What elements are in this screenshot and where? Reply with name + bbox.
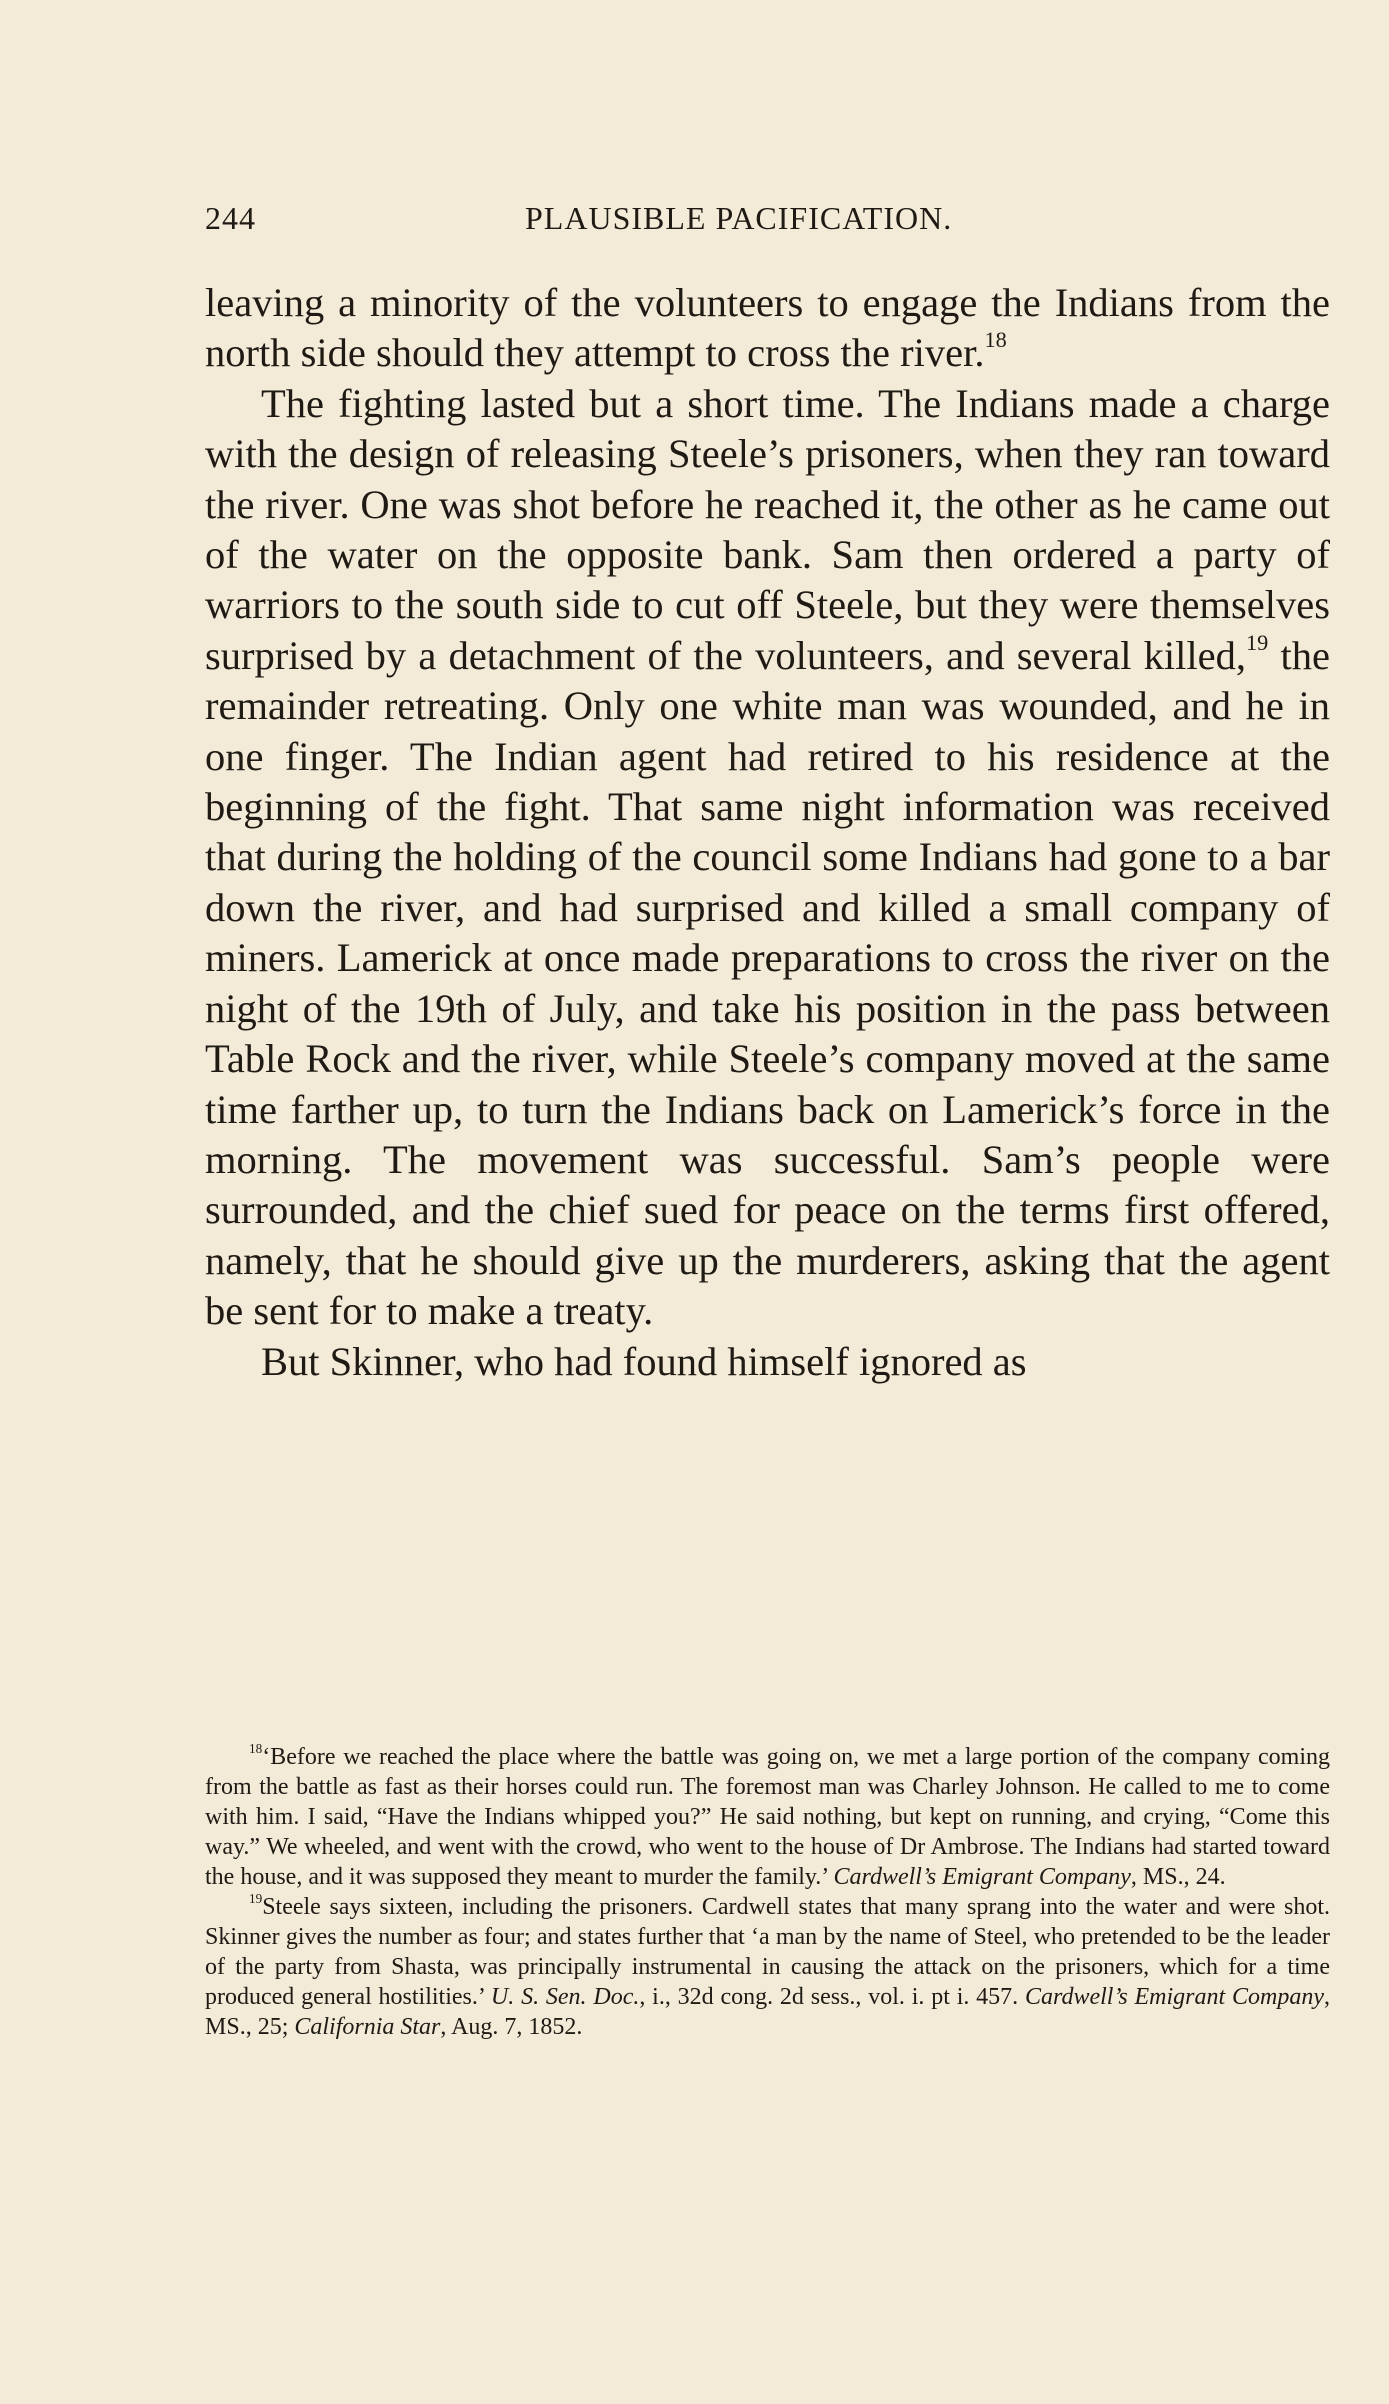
footnotes bbox=[205, 1742, 1330, 2042]
footnote-19-cite1-title: U. S. Sen. Doc. bbox=[490, 1984, 640, 2010]
paragraph-2-text-b: the remainder retreating. Only one white man was wounded, and he in one finger. The Indian agent had retired to his residence at the beginning of the fight. That same night information was received that during the holding of the council some Indians had gone to a bar down the river, and had surprised and killed a small company of miners. Lamerick at once made preparations to cross the river on the night of the 19th of July, and take his position in the pass between Table Rock and the river, while Steele’s company moved at the same time farther up, to turn the Indians back on Lamerick’s force in the morning. The movement was successful. Sam’s people were surrounded, and the chief sued for peace on the terms first offered, namely, that he should give up the murderers, asking that the agent be sent for to make a treaty. bbox=[205, 632, 1330, 1334]
running-title: PLAUSIBLE PACIFICATION. bbox=[525, 200, 953, 236]
footnote-ref-19: 19 bbox=[1246, 629, 1269, 655]
footnote-18 bbox=[205, 1742, 1330, 1892]
footnote-19 bbox=[205, 1892, 1330, 2042]
footnote-marker-18: 18 bbox=[249, 1740, 263, 1756]
footnote-19-cite3-title: California Star bbox=[294, 2014, 441, 2040]
footnote-18-source-title: Cardwell’s Emigrant Company bbox=[833, 1864, 1131, 1890]
paragraph-3: But Skinner, who had found himself ignored as bbox=[261, 1338, 1027, 1384]
footnote-19-cite1-rest: , i., 32d cong. 2d sess., vol. i. pt i. 457. bbox=[639, 1984, 1025, 2010]
footnote-ref-18: 18 bbox=[984, 327, 1007, 353]
footnote-18-text: ‘Before we reached the place where the battle was going on, we met a large portion of the company coming from the battle as fast as their horses could run. The foremost man was Charley Johnson. He called to me to come with him. I said, “Have the Indians whipped you?” He said nothing, but kept on running, and crying, “Come this way.” We wheeled, and went with the crowd, who went to the house of Dr Ambrose. The Indians had started toward the house, and it was supposed they meant to murder the family.’ bbox=[205, 1744, 1330, 1890]
paragraph-1 bbox=[205, 278, 1330, 379]
page-number: 244 bbox=[205, 200, 256, 236]
footnote-19-cite3-rest: , Aug. 7, 1852. bbox=[440, 2014, 583, 2040]
footnote-18-source-rest: , MS., 24. bbox=[1130, 1864, 1226, 1890]
paragraph-2 bbox=[205, 379, 1330, 1337]
footnote-19-cite2-title: Cardwell’s Emigrant Company bbox=[1025, 1984, 1324, 2010]
footnote-19-text: Steele says sixteen, including the prisoners. Cardwell states that many sprang into the water and were shot. Skinner gives the number as four; and states further that ‘a man by the name of Steel, who pretended to be the leader of the party from Shasta, was principally instrumental in causing the attack on the prisoners, which for a time produced general hostilities.’ bbox=[205, 1894, 1330, 2010]
footnote-19-cite2-rest: , MS., 25; bbox=[205, 1984, 1330, 2040]
footnote-marker-19: 19 bbox=[249, 1890, 263, 1906]
paragraph-1-text: leaving a minority of the volunteers to engage the Indians from the north side should they attempt to cross the river. bbox=[205, 280, 1330, 376]
main-text bbox=[205, 278, 1330, 1387]
paragraph-2-text-a: The fighting lasted but a short time. The Indians made a charge with the design of releasing Steele’s prisoners, when they ran toward the river. One was shot before he reached it, the other as he came out of the water on the opposite bank. Sam then ordered a party of warriors to the south side to cut off Steele, but they were themselves surprised by a detachment of the volunteers, and several killed, bbox=[205, 380, 1330, 678]
